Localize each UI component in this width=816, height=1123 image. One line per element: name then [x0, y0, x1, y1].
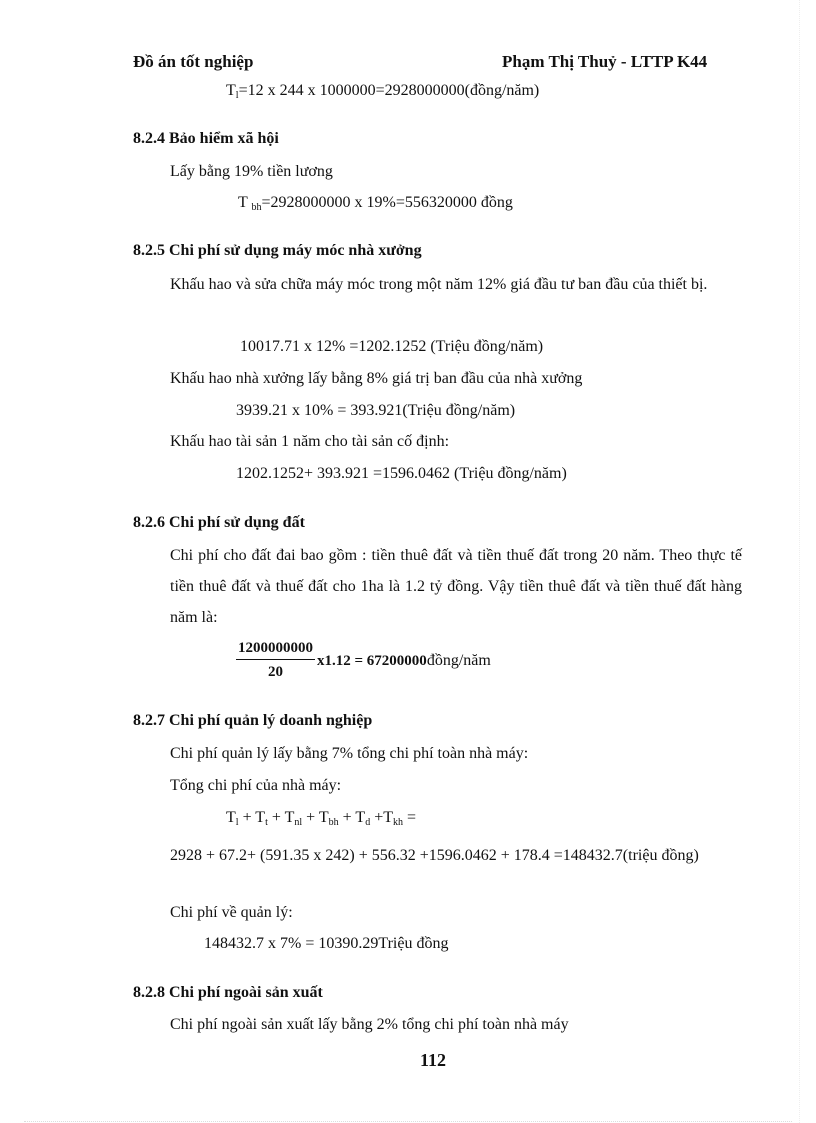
- section-heading-8-2-6: 8.2.6 Chi phí sử dụng đất: [133, 514, 305, 531]
- text-line: Tổng chi phí của nhà máy:: [170, 777, 342, 794]
- section-heading-8-2-4: 8.2.4 Bảo hiểm xã hội: [133, 130, 279, 147]
- text-line: Khấu hao nhà xưởng lấy bằng 8% giá trị ban đầu của nhà xưởng: [170, 370, 583, 387]
- text-line: Chi phí ngoài sản xuất lấy bằng 2% tổng chi phí toàn nhà máy: [170, 1016, 569, 1033]
- text-line: Chi phí về quản lý:: [170, 904, 293, 921]
- section-heading-8-2-7: 8.2.7 Chi phí quản lý doanh nghiệp: [133, 712, 373, 729]
- text-line: Lấy bằng 19% tiền lương: [170, 163, 333, 180]
- fraction: [236, 640, 315, 681]
- fraction-result: x1.12 = 67200000đồng/năm: [317, 652, 491, 669]
- calc-line: 2928 + 67.2+ (591.35 x 242) + 556.32 +1596.0462 + 178.4 =148432.7(triệu đồng): [170, 847, 699, 864]
- paragraph: Khấu hao và sửa chữa máy móc trong một năm 12% giá đầu tư ban đầu của thiết bị.: [170, 276, 708, 293]
- fraction-denominator: 20: [268, 664, 283, 680]
- header-title: Đồ án tốt nghiệp: [133, 52, 254, 71]
- formula-line: $T_l=12$ x 244 x 1000000=2928000000(đồng/năm): [226, 82, 540, 101]
- calc-line: 148432.7 x 7% = 10390.29Triệu đồng: [204, 935, 449, 952]
- fraction-numerator: 1200000000: [236, 640, 315, 660]
- paragraph: Chi phí cho đất đai bao gồm : tiền thuê đất và tiền thuế đất trong 20 năm. Theo thực tế tiền thuê đất và thuế đất cho 1ha là 1.2 tỷ đồng. Vậy tiền thuê đất và tiền thuế đất hàng năm là:: [170, 547, 742, 626]
- text-line: Chi phí quản lý lấy bằng 7% tổng chi phí toàn nhà máy:: [170, 745, 529, 762]
- formula-line: T $_{bh}$=2928000000 x 19%=556320000 đồng: [238, 194, 513, 213]
- page-right-edge: [799, 0, 800, 1123]
- calc-line: 3939.21 x 10% = 393.921(Triệu đồng/năm): [236, 402, 516, 419]
- section-heading-8-2-5: 8.2.5 Chi phí sử dụng máy móc nhà xưởng: [133, 242, 422, 259]
- calc-line: 1202.1252+ 393.921 =1596.0462 (Triệu đồng/năm): [236, 465, 567, 482]
- calc-line: 10017.71 x 12% =1202.1252 (Triệu đồng/năm): [240, 338, 544, 355]
- sum-formula: $T_l + T_t + T_{nl} + T_{bh} + T_d +T_{kh}$ =: [226, 809, 417, 828]
- page-bottom-border: [24, 1121, 792, 1122]
- text-line: Khấu hao tài sản 1 năm cho tài sản cố định:: [170, 433, 450, 450]
- section-heading-8-2-8: 8.2.8 Chi phí ngoài sản xuất: [133, 984, 323, 1001]
- page-number: 112: [420, 1050, 447, 1070]
- header-author: Phạm Thị Thuỷ - LTTP K44: [502, 52, 708, 71]
